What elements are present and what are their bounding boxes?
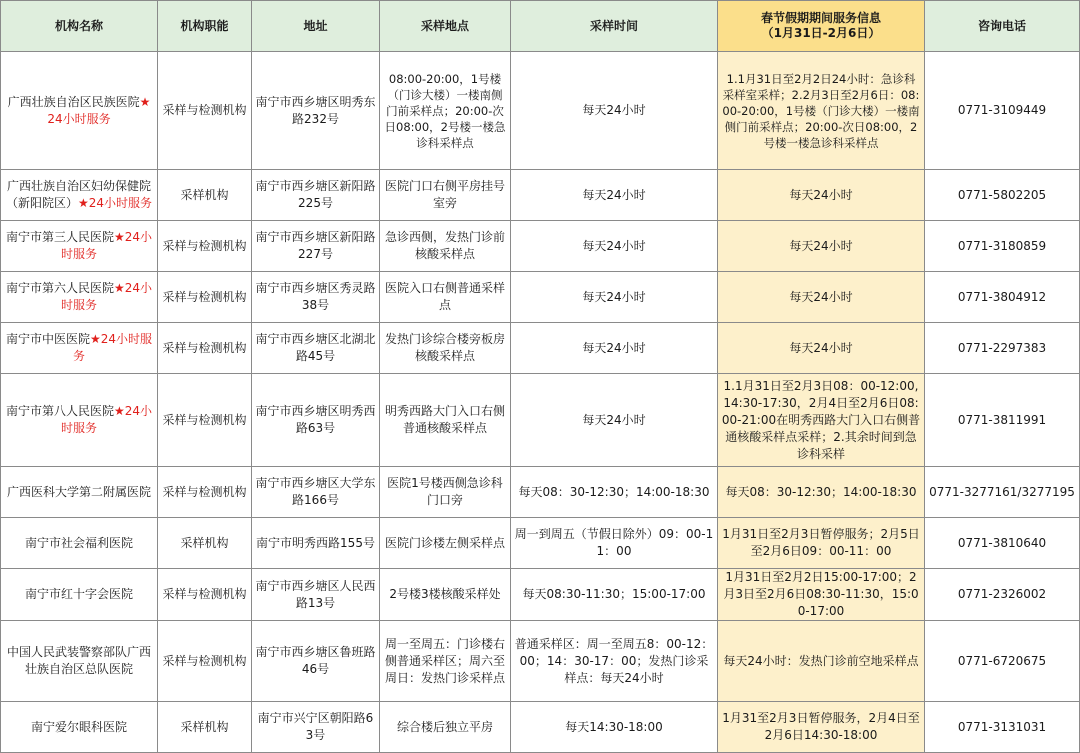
cell-role (158, 621, 252, 702)
cell-phone-text: 0771-3131031 (957, 719, 1047, 734)
cell-site-text: 发热门诊综合楼旁板房核酸采样点 (384, 332, 505, 363)
table-row (1, 374, 1080, 467)
cell-time (511, 170, 718, 221)
cell-time (511, 221, 718, 272)
cell-address (252, 272, 380, 323)
cell-phone-text: 0771-3804912 (957, 289, 1047, 304)
cell-holiday-text: 1月31日至2月3日暂停服务；2月5日至2月6日09：00-11：00 (722, 527, 920, 558)
cell-role (158, 702, 252, 753)
cell-phone (925, 323, 1080, 374)
service-24h-badge: ★24小时服务 (47, 94, 151, 126)
cell-time (511, 374, 718, 467)
header-row (1, 1, 1080, 52)
cell-role (158, 272, 252, 323)
cell-role-text: 采样与检测机构 (162, 484, 247, 499)
cell-site-text: 医院入口右侧普通采样点 (384, 281, 505, 312)
table-row (1, 621, 1080, 702)
cell-time-text: 普通采样区：周一至周五8：00-12：00；14：30-17：00；发热门诊采样点：每天24小时 (514, 636, 714, 685)
cell-phone (925, 702, 1080, 753)
cell-holiday-text: 每天24小时：发热门诊前空地采样点 (723, 653, 919, 668)
cell-address-text: 南宁市西乡塘区人民西路13号 (255, 578, 376, 610)
table-row (1, 323, 1080, 374)
cell-role-text: 采样与检测机构 (162, 103, 247, 117)
cell-phone-text: 0771-3109449 (957, 103, 1047, 117)
cell-name-text: 南宁市第六人民医院 (5, 281, 114, 295)
cell-site (380, 323, 511, 374)
table-row (1, 467, 1080, 518)
cell-role-text: 采样机构 (180, 187, 229, 202)
cell-holiday-text: 每天24小时 (789, 289, 853, 304)
cell-role (158, 323, 252, 374)
cell-phone (925, 52, 1080, 170)
cell-holiday (718, 170, 925, 221)
cell-role (158, 374, 252, 467)
cell-role-text: 采样与检测机构 (162, 587, 247, 601)
table-row (1, 569, 1080, 621)
cell-name (1, 272, 158, 323)
cell-site (380, 569, 511, 621)
cell-name-text: 南宁市社会福利医院 (24, 535, 133, 550)
cell-site (380, 374, 511, 467)
cell-role-text: 采样与检测机构 (162, 412, 247, 427)
cell-site-text: 明秀西路大门入口右侧普通核酸采样点 (384, 404, 505, 435)
cell-time (511, 467, 718, 518)
cell-holiday-text: 1月31日至2月2日15:00-17:00；2月3日至2月6日08:30-11:30，15:00-17:00 (723, 570, 919, 618)
cell-name (1, 621, 158, 702)
cell-time (511, 518, 718, 569)
cell-site-text: 08:00-20:00，1号楼（门诊大楼）一楼南侧门前采样点；20:00-次日08:00，2号楼一楼急诊科采样点 (384, 71, 506, 150)
cell-name-text: 南宁市红十字会医院 (24, 587, 133, 601)
cell-time-text: 每天24小时 (582, 103, 646, 117)
cell-site (380, 52, 511, 170)
cell-site-text: 2号楼3楼核酸采样处 (389, 587, 501, 601)
cell-name (1, 52, 158, 170)
cell-role (158, 221, 252, 272)
cell-site (380, 518, 511, 569)
cell-name (1, 170, 158, 221)
cell-site-text: 医院1号楼西侧急诊科门口旁 (387, 476, 503, 507)
cell-role-text: 采样与检测机构 (162, 653, 247, 668)
cell-time (511, 272, 718, 323)
cell-time (511, 621, 718, 702)
cell-phone-text: 0771-3810640 (957, 535, 1047, 550)
cell-site-text: 急诊西侧，发热门诊前核酸采样点 (384, 230, 505, 261)
cell-holiday-text: 1月31至2月3日暂停服务，2月4日至2月6日14:30-18:00 (722, 711, 920, 742)
cell-site-text: 周一至周五：门诊楼右侧普通采样区；周六至周日：发热门诊采样点 (384, 636, 505, 685)
cell-phone-text: 0771-6720675 (957, 653, 1047, 668)
cell-address-text: 南宁市西乡塘区明秀东路232号 (255, 94, 376, 126)
cell-holiday-text: 1.1月31日至2月2日24小时：急诊科采样室采样；2.2月3日至2月6日：08:00-20:00，1号楼（门诊大楼）一楼南侧门前采样点；20:00-次日08:00，2号楼一楼急诊科采样点 (722, 71, 920, 150)
cell-phone-text: 0771-2326002 (957, 587, 1047, 601)
cell-phone-text: 0771-3811991 (957, 412, 1047, 427)
cell-address (252, 170, 380, 221)
cell-holiday-text: 每天08：30-12:30；14:00-18:30 (725, 484, 917, 499)
cell-site (380, 702, 511, 753)
cell-time (511, 569, 718, 621)
cell-holiday (718, 702, 925, 753)
cell-holiday-text: 1.1月31日至2月3日08：00-12:00,14:30-17:30，2月4日至2月6日08:00-21:00在明秀西路大门入口右侧普通核酸采样点采样；2.其余时间到急诊科采样 (721, 378, 921, 461)
cell-name-text: 广西壮族自治区民族医院 (7, 94, 140, 109)
cell-holiday (718, 52, 925, 170)
table-row (1, 518, 1080, 569)
service-24h-badge: ★24小时服务 (60, 230, 153, 261)
cell-name (1, 323, 158, 374)
cell-address-text: 南宁市西乡塘区明秀西路63号 (255, 404, 376, 435)
cell-name (1, 467, 158, 518)
cell-holiday (718, 621, 925, 702)
cell-name-text: 南宁市第八人民医院 (5, 404, 114, 418)
header-phone: 咨询电话 (925, 1, 1080, 52)
cell-name (1, 518, 158, 569)
cell-site (380, 170, 511, 221)
cell-phone (925, 170, 1080, 221)
cell-time-text: 每天24小时 (582, 412, 646, 427)
cell-address (252, 518, 380, 569)
service-24h-badge: ★24小时服务 (77, 196, 153, 210)
cell-name-text: 南宁市中医医院 (5, 332, 90, 346)
cell-holiday-text: 每天24小时 (789, 187, 853, 202)
cell-phone (925, 374, 1080, 467)
table-row (1, 272, 1080, 323)
cell-holiday (718, 272, 925, 323)
cell-role (158, 170, 252, 221)
cell-role (158, 569, 252, 621)
cell-address (252, 323, 380, 374)
cell-address-text: 南宁市兴宁区朝阳路63号 (257, 711, 374, 742)
cell-time (511, 323, 718, 374)
cell-site (380, 621, 511, 702)
cell-address (252, 52, 380, 170)
cell-name (1, 702, 158, 753)
cell-phone (925, 621, 1080, 702)
cell-holiday (718, 569, 925, 621)
cell-site-text: 医院门诊楼左侧采样点 (384, 535, 505, 550)
service-24h-badge: ★24小时服务 (60, 404, 153, 435)
header-address: 地址 (252, 1, 380, 52)
cell-name-text: 南宁市第三人民医院 (5, 230, 114, 244)
header-role: 机构职能 (158, 1, 252, 52)
cell-address-text: 南宁市明秀西路155号 (256, 535, 375, 550)
cell-time-text: 每天08:30-11:30；15:00-17:00 (522, 587, 706, 601)
cell-address-text: 南宁市西乡塘区大学东路166号 (255, 476, 376, 507)
header-holiday (718, 1, 925, 52)
cell-name-text: 南宁爱尔眼科医院 (30, 719, 127, 734)
cell-holiday (718, 323, 925, 374)
cell-time-text: 每天24小时 (582, 238, 646, 253)
cell-holiday-text: 每天24小时 (789, 340, 853, 355)
cell-phone (925, 221, 1080, 272)
table-row (1, 170, 1080, 221)
table-row (1, 221, 1080, 272)
cell-address-text: 南宁市西乡塘区秀灵路38号 (255, 281, 376, 312)
cell-time-text: 每天14:30-18:00 (565, 719, 663, 734)
cell-time-text: 周一到周五（节假日除外）09：00-11：00 (514, 527, 714, 558)
cell-holiday (718, 221, 925, 272)
cell-name (1, 221, 158, 272)
table-row (1, 702, 1080, 753)
cell-address (252, 621, 380, 702)
cell-address (252, 569, 380, 621)
cell-site (380, 221, 511, 272)
header-holiday-title: 春节假期期间服务信息 (760, 11, 881, 25)
cell-address-text: 南宁市西乡塘区鲁班路46号 (255, 645, 376, 676)
cell-role (158, 52, 252, 170)
cell-phone (925, 518, 1080, 569)
header-name: 机构名称 (1, 1, 158, 52)
cell-address (252, 221, 380, 272)
cell-phone (925, 569, 1080, 621)
cell-holiday (718, 467, 925, 518)
cell-address-text: 南宁市西乡塘区北湖北路45号 (255, 332, 376, 363)
header-site: 采样地点 (380, 1, 511, 52)
cell-phone (925, 272, 1080, 323)
cell-time (511, 52, 718, 170)
cell-time-text: 每天08：30-12:30；14:00-18:30 (518, 484, 710, 499)
cell-site-text: 医院门口右侧平房挂号室旁 (384, 179, 505, 210)
cell-time-text: 每天24小时 (582, 289, 646, 304)
cell-role-text: 采样与检测机构 (162, 238, 247, 253)
cell-site-text: 综合楼后独立平房 (396, 719, 493, 734)
cell-role (158, 518, 252, 569)
cell-address (252, 702, 380, 753)
cell-phone-text: 0771-2297383 (957, 340, 1047, 355)
cell-name (1, 569, 158, 621)
cell-role-text: 采样机构 (180, 719, 229, 734)
cell-name-text: 广西医科大学第二附属医院 (6, 484, 151, 499)
cell-name-text: 广西壮族自治区妇幼保健院（新阳院区） (5, 179, 151, 210)
cell-role-text: 采样与检测机构 (162, 340, 247, 355)
cell-role-text: 采样与检测机构 (162, 289, 247, 304)
cell-role (158, 467, 252, 518)
cell-name (1, 374, 158, 467)
cell-phone-text: 0771-3180859 (957, 238, 1047, 253)
cell-time (511, 702, 718, 753)
cell-address (252, 374, 380, 467)
cell-phone-text: 0771-3277161/3277195 (929, 484, 1075, 499)
cell-address (252, 467, 380, 518)
cell-name-text: 中国人民武装警察部队广西壮族自治区总队医院 (6, 645, 151, 676)
cell-phone (925, 467, 1080, 518)
service-24h-badge: ★24小时服务 (72, 332, 153, 363)
cell-address-text: 南宁市西乡塘区新阳路227号 (255, 230, 376, 261)
cell-time-text: 每天24小时 (582, 187, 646, 202)
cell-holiday (718, 374, 925, 467)
cell-holiday (718, 518, 925, 569)
cell-site (380, 467, 511, 518)
header-time: 采样时间 (511, 1, 718, 52)
cell-address-text: 南宁市西乡塘区新阳路225号 (255, 179, 376, 210)
cell-role-text: 采样机构 (180, 535, 229, 550)
header-holiday-sub: （1月31日-2月6日） (761, 26, 881, 40)
service-24h-badge: ★24小时服务 (60, 281, 153, 312)
cell-site (380, 272, 511, 323)
table-row (1, 52, 1080, 170)
cell-phone-text: 0771-5802205 (957, 187, 1047, 202)
cell-holiday-text: 每天24小时 (789, 238, 853, 253)
cell-time-text: 每天24小时 (582, 340, 646, 355)
